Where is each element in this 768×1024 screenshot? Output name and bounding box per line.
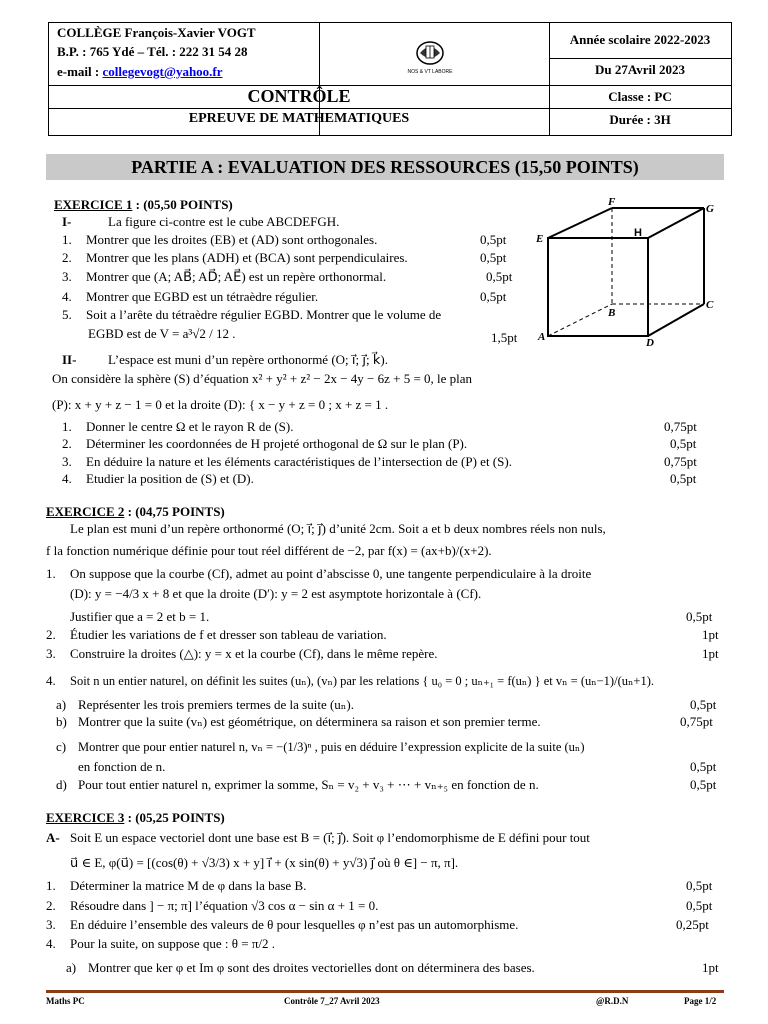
ex1-ii-item-text: Etudier la position de (S) et (D). [86, 471, 254, 486]
ex2-qb-label: b) [56, 714, 67, 729]
ex1-title: EXERCICE 1 : (05,50 POINTS) [54, 197, 233, 212]
footer-center: Contrôle 7_27 Avril 2023 [284, 996, 380, 1006]
ex1-item-points: 0,5pt [480, 250, 507, 265]
exam-class: Classe : PC [608, 89, 672, 104]
ex2-qc-points: 0,5pt [690, 759, 717, 774]
ex2-intro1: Le plan est muni d’un repère orthonormé (O; i⃗; j⃗) d’unité 2cm. Soit a et b deux nombres réels non nuls, [70, 521, 606, 536]
ex3-a1: Soit E un espace vectoriel dont une base est B = (i⃗; j⃗). Soit φ l’endomorphisme de E défini pour tout [70, 830, 590, 845]
school-year: Année scolaire 2022-2023 [569, 32, 711, 47]
cube-label-f: F [608, 196, 616, 208]
ex2-q3-num: 3. [46, 646, 56, 661]
svg-text:NOS & VT LABORE: NOS & VT LABORE [407, 69, 453, 75]
ex1-ii-item-points: 0,75pt [664, 454, 697, 469]
ex1-ii-item-text: Donner le centre Ω et le rayon R de (S). [86, 419, 294, 434]
cube-label-a: A [538, 331, 546, 343]
email-link[interactable]: collegevogt@yahoo.fr [102, 64, 223, 79]
ex1-item-text: Montrer que EGBD est un tétraèdre régulier. [86, 289, 319, 304]
ex2-q1a: On suppose que la courbe (Cf), admet au point d’abscisse 0, une tangente perpendiculaire à la droite [70, 566, 592, 581]
ex2-qc-label: c) [56, 739, 67, 754]
ex3-qa-points: 1pt [702, 960, 719, 975]
ex1-ii-item-points: 0,75pt [664, 419, 697, 434]
ex3-item-num: 2. [46, 898, 56, 913]
ex2-q3: Construire la droites (△): y = x et la courbe (Cf), dans le même repère. [70, 646, 438, 661]
ex2-intro2: f la fonction numérique définie pour tout réel différent de −2, par f(x) = (ax+b)/(x+2). [46, 543, 492, 558]
cube-label-c: C [706, 299, 714, 311]
ex2-q3-points: 1pt [702, 646, 719, 661]
ex2-q2: Étudier les variations de f et dresser son tableau de variation. [70, 627, 387, 642]
ex1-item-points: 0,5pt [486, 269, 513, 284]
ex2-q1c: Justifier que a = 2 et b = 1. [70, 609, 210, 624]
exam-date: Du 27Avril 2023 [594, 62, 686, 77]
ex2-q2-num: 2. [46, 627, 56, 642]
ex1-item-points: 0,5pt [480, 232, 507, 247]
header-table [48, 22, 732, 136]
footer-page: Page 1/2 [684, 996, 717, 1006]
ex1-part1-text: La figure ci-contre est le cube ABCDEFGH. [108, 214, 340, 229]
ex3-item-points: 0,25pt [676, 917, 709, 932]
ex2-qd: Pour tout entier naturel n, exprimer la somme, Sₙ = v₂ + v₃ + ⋯ + vₙ₊₅ en fonction de n. [78, 777, 539, 792]
ex1-item-num: 5. [62, 307, 72, 322]
cube-label-h: H [634, 227, 642, 239]
ex1-ii-item-text: Déterminer les coordonnées de H projeté orthogonal de Ω sur le plan (P). [86, 436, 468, 451]
ex1-ii-item-num: 3. [62, 454, 72, 469]
school-logo [406, 37, 454, 77]
ex3-item-points: 0,5pt [686, 878, 713, 893]
ex3-item-text: Résoudre dans ] − π; π] l’équation √3 cos α − sin α + 1 = 0. [70, 898, 379, 913]
ex1-item-num: 2. [62, 250, 72, 265]
ex2-q1b: (D): y = −4/3 x + 8 et que la droite (D′): y = 2 est asymptote horizontale à (Cf). [70, 586, 482, 601]
ex2-title: EXERCICE 2 : (04,75 POINTS) [46, 504, 225, 519]
footer-rule [46, 990, 724, 993]
ex1-plane-line: (P): x + y + z − 1 = 0 et la droite (D): { x − y + z = 0 ; x + z = 1 . [52, 397, 389, 412]
cube-figure [534, 196, 724, 346]
ex1-item-text: Montrer que les droites (EB) et (AD) sont orthogonales. [86, 232, 378, 247]
part-a-banner: PARTIE A : EVALUATION DES RESSOURCES (15,50 POINTS) [46, 154, 724, 180]
ex2-q2-points: 1pt [702, 627, 719, 642]
exam-duration: Durée : 3H [609, 112, 671, 127]
ex1-ii-item-num: 4. [62, 471, 72, 486]
ex1-part2-label: II- [62, 352, 77, 367]
ex2-qa-label: a) [56, 697, 67, 712]
exam-subject: EPREUVE DE MATHEMATIQUES [188, 111, 410, 126]
ex2-q1-points: 0,5pt [686, 609, 713, 624]
ex1-ii-item-points: 0,5pt [670, 471, 697, 486]
ex1-part1-label: I- [62, 214, 72, 229]
ex1-item-text: Montrer que (A; AB⃗; AD⃗; AE⃗) est un repère orthonormal. [86, 269, 387, 284]
ex1-item5-points: 1,5pt [491, 330, 518, 345]
ex3-item-text: En déduire l’ensemble des valeurs de θ pour lesquelles φ n’est pas un automorphisme. [70, 917, 519, 932]
ex3-qa: Montrer que ker φ et Im φ sont des droites vectorielles dont on déterminera des bases. [88, 960, 535, 975]
ex2-qd-points: 0,5pt [690, 777, 717, 792]
school-email-line [57, 64, 223, 80]
ex2-qd-label: d) [56, 777, 67, 792]
ex1-item5-formula: EGBD est de V = a³√2 / 12 . [88, 326, 236, 341]
ex3-item-text: Pour la suite, on suppose que : θ = π/2 . [70, 936, 275, 951]
ex1-item-num: 4. [62, 289, 72, 304]
footer-author: @R.D.N [596, 996, 629, 1006]
ex2-qb-points: 0,75pt [680, 714, 713, 729]
ex2-qa-points: 0,5pt [690, 697, 717, 712]
cube-label-e: E [536, 233, 544, 245]
ex2-q1-num: 1. [46, 566, 56, 581]
ex2-qc2: en fonction de n. [78, 759, 166, 774]
ex3-qa-label: a) [66, 960, 77, 975]
ex1-part2-text: L’espace est muni d’un repère orthonormé (O; i⃗; j⃗; k⃗). [108, 352, 388, 367]
ex3-title: EXERCICE 3 : (05,25 POINTS) [46, 810, 225, 825]
ex2-qa: Représenter les trois premiers termes de la suite (uₙ). [78, 697, 355, 712]
footer-left: Maths PC [46, 996, 85, 1006]
ex3-part-a-label: A- [46, 830, 60, 845]
ex3-item-points: 0,5pt [686, 898, 713, 913]
cube-label-b: B [608, 307, 616, 319]
ex1-ii-item-text: En déduire la nature et les éléments caractéristiques de l’intersection de (P) et (S). [86, 454, 512, 469]
ex3-item-text: Déterminer la matrice M de φ dans la base B. [70, 878, 307, 893]
ex1-item-points: 0,5pt [480, 289, 507, 304]
cube-label-g: G [706, 203, 714, 215]
school-address: B.P. : 765 Ydé – Tél. : 222 31 54 28 [57, 44, 248, 59]
school-name: COLLÈGE François-Xavier VOGT [57, 25, 256, 40]
ex3-a2: u⃗ ∈ E, φ(u⃗) = [(cos(θ) + √3/3) x + y] i⃗ + (x sin(θ) + y√3) j⃗ où θ ∈] − π, π]. [70, 855, 459, 870]
ex1-ii-item-num: 2. [62, 436, 72, 451]
ex1-item-text: Soit a l’arête du tétraèdre régulier EGBD. Montrer que le volume de [86, 307, 442, 322]
email-label: e-mail : [57, 64, 103, 79]
ex1-sphere-eq: On considère la sphère (S) d’équation x² + y² + z² − 2x − 4y − 6z + 5 = 0, le plan [52, 371, 473, 386]
ex2-qb: Montrer que la suite (vₙ) est géométrique, on déterminera sa raison et son premier terme. [78, 714, 541, 729]
ex1-item-text: Montrer que les plans (ADH) et (BCA) sont perpendiculaires. [86, 250, 408, 265]
exam-title: CONTRÔLE [247, 86, 351, 106]
ex2-q4-num: 4. [46, 673, 56, 688]
ex1-item-num: 3. [62, 269, 72, 284]
ex1-ii-item-num: 1. [62, 419, 72, 434]
ex1-item-num: 1. [62, 232, 72, 247]
ex2-q4: Soit n un entier naturel, on définit les suites (uₙ), (vₙ) par les relations { u₀ = 0 ; uₙ₊₁ = f(uₙ) } et vₙ = (uₙ−1)/(uₙ+1). [70, 674, 654, 688]
ex3-item-num: 1. [46, 878, 56, 893]
ex1-ii-item-points: 0,5pt [670, 436, 697, 451]
ex2-qc1: Montrer que pour entier naturel n, vₙ = −(1/3)ⁿ , puis en déduire l’expression explicite de la suite (uₙ) [78, 740, 585, 754]
ex3-item-num: 3. [46, 917, 56, 932]
ex3-item-num: 4. [46, 936, 56, 951]
cube-label-d: D [646, 337, 654, 346]
